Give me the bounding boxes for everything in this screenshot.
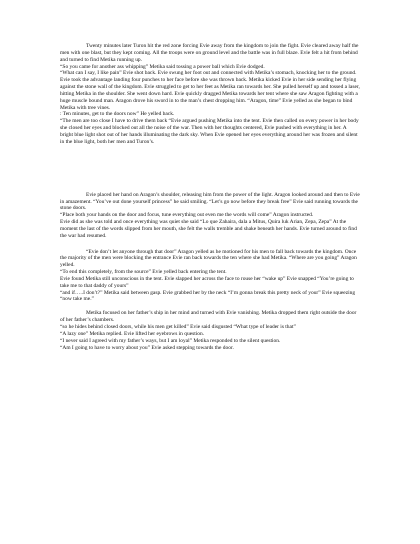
paragraph: “To end this completely, from the source” Evie yelled back entering the tent. <box>60 269 227 276</box>
paragraph: “so he hides behind closed doors, while his men get killed” Evie said disgusted “What type of leader is that” <box>60 324 296 330</box>
paragraph: Evie did as she was told and once everything was quiet she said “Lo que Zahaira, dala a Mitus, Quira luk Arian, Zepa, Zepa” At the moment the last of the words slipped from her mouth, she felt the walls tremble and shake beneath her hands. Evie turned around to find the war had resumed. <box>60 219 357 239</box>
paragraph: “I never said I agreed with my father’s ways, but I am loyal” Metika responded to the silent question. <box>60 337 281 344</box>
section-1 <box>60 43 360 146</box>
section-3 <box>60 249 360 304</box>
paragraph: “The men are too close I have to drive them back “Evie argued pushing Metika into the tent. Evie then called on every power in her body she closed her eyes and blocked out all the noise of the war. Then with her thoughts centered, Evie pushed with everything in her. A bright blue light shot out of her hands illuminating the dark sky. When Evie opened her eyes everything around her was frozen and silent in the blue light, both her men and Turon’s. <box>60 118 359 145</box>
paragraph: Evie found Metika still unconscious in the tent. Evie slapped her across the face to rouse her “wake up” Evie snapped “You’re going to take me to that daddy of yours” <box>60 275 354 289</box>
paragraph: Twenty minutes later Turon hit the red zone forcing Evie away from the kingdom to join the fight. Evie cleared away half the men with one blast, but they kept coming. All the troops were on ground level and the battle was in full blaze. Evie felt a hit from behind and turned to find Metika running up. <box>60 43 359 63</box>
paragraph: Evie placed her hand on Aragon’s shoulder, releasing him from the power of the light. Aragon looked around and then to Evie in amazement. “You’ve out done yourself princess” he said smiling. “Let’s go now before they break free” Evie said running towards the stone doors. <box>60 191 360 212</box>
paragraph: “Place both your hands on the door and focus, tune everything out even me the words will come” Aragon instructed. <box>60 212 314 219</box>
section-4 <box>60 310 360 351</box>
section-2 <box>60 192 360 240</box>
paragraph: Metika focused on her father’s ship in her mind and turned with Evie vanishing. Metika dropped them right outside the door of her father’s chambers. <box>60 310 357 324</box>
paragraph: “A lazy one” Metika replied. Evie lifted her eyebrows in question. <box>60 330 205 337</box>
paragraph: “Am I going to have to worry about you” Evie asked stepping towards the door. <box>60 344 234 351</box>
paragraph: “and if…..I don’t?” Metika said between gasp. Evie grabbed her by the neck “I’m gonna break this pretty neck of your” Evie squeezing “now take me.” <box>60 289 356 303</box>
paragraph: “So you came for another ass whipping” Metika said tossing a power ball which Evie dodged. <box>60 63 265 70</box>
section-gap <box>60 240 360 249</box>
section-gap <box>60 146 360 192</box>
paragraph: : Ten minutes, get to the doors now” He yelled back. <box>60 111 175 118</box>
paragraph: “Evie don’t let anyone through that door” Aragon yelled as he motioned for his men to fall back towards the kingdom. Once the majority of the men were blocking the entrance Evie ran back towards the ten where she had Metika. “Where are you going” Aragon yelled. <box>60 248 357 269</box>
paragraph: “What can I say, I like pain” Evie shot back. Evie swung her foot out and connected with Metika’s stomach, knocking her to the ground. Evie took the advantage landing four punches to her face before she was thrown back. Metika kicked Evie in her side sending her flying against the stone wall of the kingdom. Evie struggled to get to her feet as Metika ran towards her. She pulled herself up and tossed a laser, hitting Metika in the shoulder. She went down hard. Evie quickly dragged Metika towards her tent where she saw Aragon fighting with a huge muscle bound man. Aragon drove his sword in to the man’s chest dropping him. “Aragon, time” Evie yelled as she began to bind Metika with tree vines. <box>60 70 360 111</box>
